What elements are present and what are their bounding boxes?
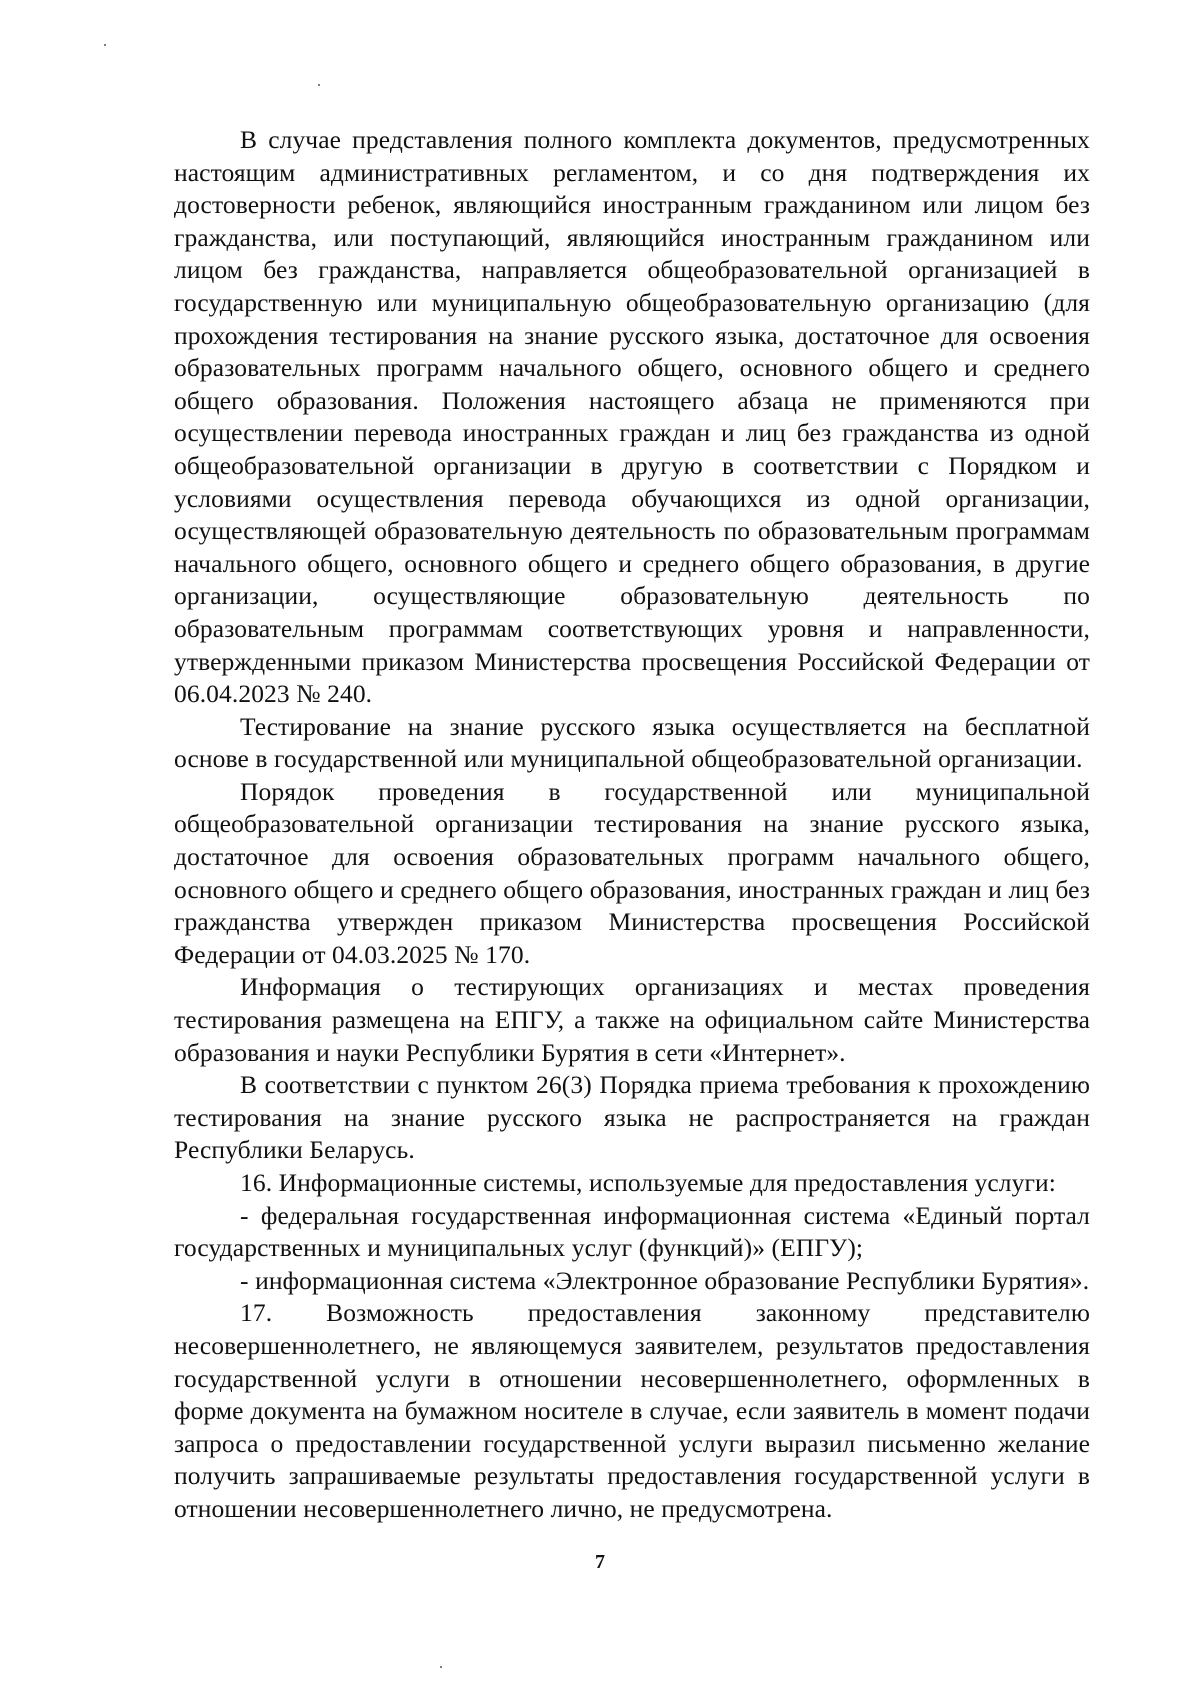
paragraph-section-16: 16. Информационные системы, используемые для предоставления услуги: [240,1168,1056,1197]
list-item-epgu: - федеральная государственная информационная система «Единый портал государственных и муниципальных услуг (функций)» (ЕПГУ); [174,1200,1090,1263]
paragraph-section-17: 17. Возможность предоставления законному представителю несовершеннолетнего, не являющемуся заявителем, результатов предоставления государственной услуги в отношении несовершеннолетнего, оформленных в форме документа на бумажном носителе в случае, если заявитель в момент подачи запроса о предоставлении государственной услуги выразил письменно желание получить запрашиваемые результаты предоставления государственной услуги в отношении несовершеннолетнего лично, не предусмотрена. [174,1298,1090,1523]
list-item-electronic-education: - информационная система «Электронное образование Республики Бурятия». [240,1265,1090,1295]
paragraph-testing-referral: В случае представления полного комплекта документов, предусмотренных настоящим административных регламентом, и со дня подтверждения их достоверности ребенок, являющийся иностранным гражданином или лицом без гражданства, или поступающий, являющийся иностранным гражданином или лицом без гражданства, направляется общеобразовательной организацией в государственную или муниципальную общеобразовательную организацию (для прохождения тестирования на знание русского языка, достаточное для освоения образовательных программ начального общего, основного общего и среднего общего образования. Положения настоящего абзаца не применяются при осуществлении перевода иностранных граждан и лиц без гражданства из одной общеобразовательной организации в другую в соответствии с Порядком и условиями осуществления перевода обучающихся из одной организации, осуществляющей образовательную деятельность по образовательным программам начального общего, основного общего и среднего общего образования, в другие организации, осуществляющие образовательную деятельность по образовательным программам соответствующих уровня и направленности, утвержденными приказом Министерства просвещения Российской Федерации от 06.04.2023 № 240. [174,125,1090,709]
paragraph-belarus-exemption: В соответствии с пунктом 26(3) Порядка приема требования к прохождению тестирования на знание русского языка не распространяется на граждан Республики Беларусь. [174,1070,1090,1165]
scan-speck [440,1666,442,1668]
scan-speck [318,84,320,86]
paragraph-testing-information: Информация о тестирующих организациях и местах проведения тестирования размещена на ЕПГУ, а также на официальном сайте Министерства образования и науки Республики Бурятия в сети «Интернет». [174,972,1090,1067]
document-body [174,124,1090,1526]
page-number: 7 [595,1551,605,1573]
scan-speck [104,44,106,46]
paragraph-testing-free: Тестирование на знание русского языка осуществляется на бесплатной основе в государственной или муниципальной общеобразовательной организации. [174,711,1090,774]
paragraph-testing-procedure: Порядок проведения в государственной или муниципальной общеобразовательной организации тестирования на знание русского языка, достаточное для освоения образовательных программ начального общего, основного общего и среднего общего образования, иностранных граждан и лиц без гражданства утвержден приказом Министерства просвещения Российской Федерации от 04.03.2025 № 170. [174,776,1090,969]
